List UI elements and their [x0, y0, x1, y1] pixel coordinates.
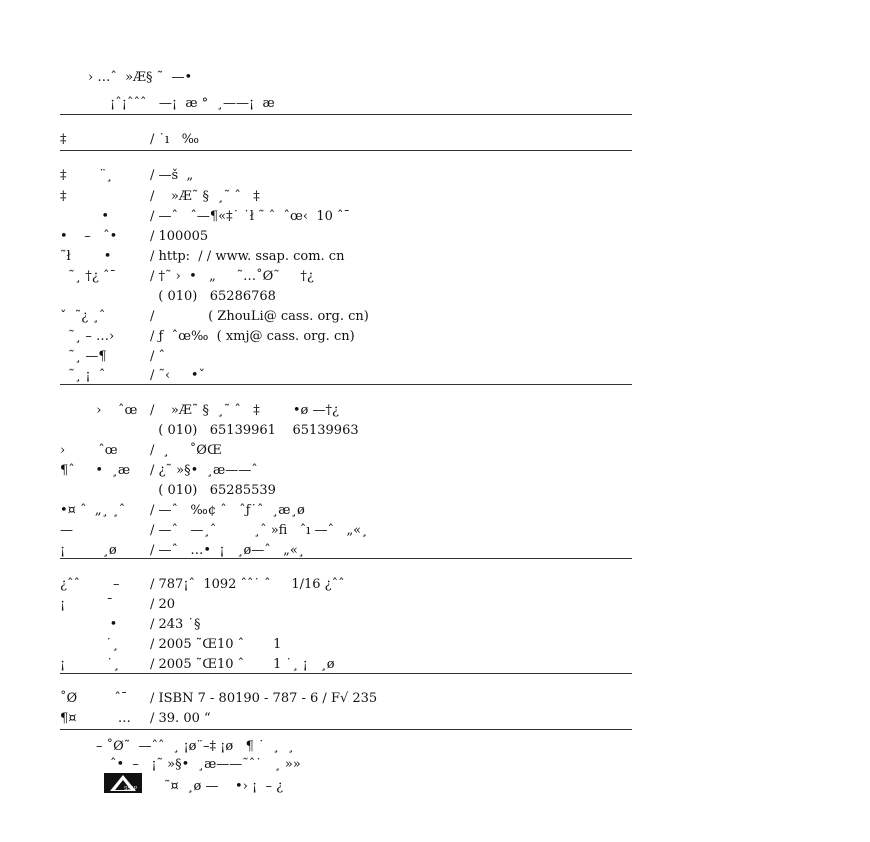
field-label: ¡ ¸ø: [60, 543, 117, 558]
field-value: / ¿˜ »§• ¸æ——ˆ: [150, 463, 258, 478]
field-label: › ˆœ: [60, 443, 118, 458]
field-value: ( 010) 65286768: [150, 289, 276, 304]
field-value: / ˙ı ‰: [150, 132, 200, 147]
field-value: / 2005 ˜Œ10 ˆ 1 ˙¸ ¡ ¸ø: [150, 657, 335, 672]
field-label: • – ˆ•: [60, 229, 118, 244]
field-value: / »Æ˜ § ¸˜ ˆ ‡ •ø —†¿: [150, 403, 339, 418]
field-label: ¡ ¯: [60, 597, 114, 612]
field-value: / 20: [150, 597, 176, 612]
field-label: ˜¸ ¡ ˆ: [60, 368, 106, 383]
header-line-1: › …ˆ »Æ§ ˜ —•: [88, 70, 193, 85]
field-label: ‡: [60, 132, 67, 147]
field-value: / »Æ˜ § ¸˜ ˆ ‡: [150, 189, 260, 204]
field-value: / —ˆ ˆ—¶«‡˙ ˙ł ˜ ˆ ˆœ‹ 10 ˆ¯: [150, 209, 351, 224]
field-label: ˜¸ – …›: [60, 329, 115, 344]
publisher-logo-icon: [104, 773, 142, 793]
isbn-value: / ISBN 7 - 80190 - 787 - 6 / F√ 235: [150, 691, 378, 706]
footer-line-1: – ˚Ø˜ —ˆˆ ¸ ¡ø¨–‡ ¡ø ¶ ˙ ¸ ¸: [96, 739, 295, 754]
divider: [60, 673, 632, 674]
field-value: / ¸ ˚ØŒ: [150, 443, 222, 458]
field-label: ˜¸ —¶: [60, 349, 107, 364]
field-label: •: [60, 209, 109, 224]
divider: [60, 384, 632, 385]
field-label: ¶¤ …: [60, 711, 131, 726]
field-value: / —ˆ —¸ˆ ¸ˆ »ﬁ ˆı —ˆ „«¸: [150, 523, 368, 538]
field-label: ˙¸: [60, 637, 119, 652]
divider: [60, 150, 632, 151]
field-label: •¤ ˆ „¸ ¸ˆ: [60, 503, 126, 518]
field-value: / 243 ˙§: [150, 617, 201, 632]
field-label: ¿ˆˆ –: [60, 577, 120, 592]
field-label: › ˆœ: [88, 403, 138, 418]
field-value: ( 010) 65139961 65139963: [150, 423, 359, 438]
field-value: / —š „: [150, 168, 194, 183]
field-value: / ƒ ˆœ‰ ( xmj@ cass. org. cn): [150, 329, 355, 344]
field-value: / 787¡ˆ 1092 ˆˆ˙ ˆ 1/16 ¿ˆˆ: [150, 577, 345, 592]
field-value: / —ˆ ‰¢ ˆ ˆƒ˙ˆ ¸æ¸ø: [150, 503, 305, 518]
divider: [60, 558, 632, 559]
field-label: •: [60, 617, 118, 632]
field-value: / ( ZhouLi@ cass. org. cn): [150, 309, 369, 324]
field-value: / —ˆ …• ¡ ¸ø—ˆ „«¸: [150, 543, 305, 558]
field-value: / http: / / www. ssap. com. cn: [150, 249, 345, 264]
field-value: ( 010) 65285539: [150, 483, 276, 498]
field-value: / 100005: [150, 229, 209, 244]
field-label: ˜ł •: [60, 249, 112, 264]
field-value: / †˜ › • „ ˜…˚Ø˜ †¿: [150, 269, 314, 284]
field-label: —: [60, 523, 73, 538]
field-label: ˚Ø ˆ¯: [60, 691, 128, 706]
publisher-logo: [104, 773, 142, 793]
footer-line-3: ˜¤ ¸ø — •› ¡ – ¿: [164, 779, 284, 794]
field-label: ¡ ˙¸: [60, 657, 120, 672]
footer-line-2: ˆ• – ¡˜ »§• ¸æ——˜ˆ˙ ¸ »»: [110, 757, 301, 772]
field-label: ‡ ¨¸: [60, 168, 113, 183]
field-label: ‡: [60, 189, 67, 204]
divider: [60, 729, 632, 730]
field-label: ¶ˆ • ¸æ: [60, 463, 131, 478]
divider: [60, 114, 632, 115]
header-line-2: ¡ˆ¡ˆˆˆ —¡ æ ° ¸——¡ æ: [110, 96, 275, 111]
field-value: / ˜‹ •ˇ: [150, 368, 206, 383]
field-label: ˜¸ †¿ ˆ¯: [60, 269, 116, 284]
field-value: / 2005 ˜Œ10 ˆ 1: [150, 637, 282, 652]
logo-text: SSAP: [124, 786, 138, 792]
field-value: / ˆ: [150, 349, 166, 364]
field-label: ˇ ˜¿ ¸ˆ: [60, 309, 106, 324]
price-value: / 39. 00 “: [150, 711, 211, 726]
